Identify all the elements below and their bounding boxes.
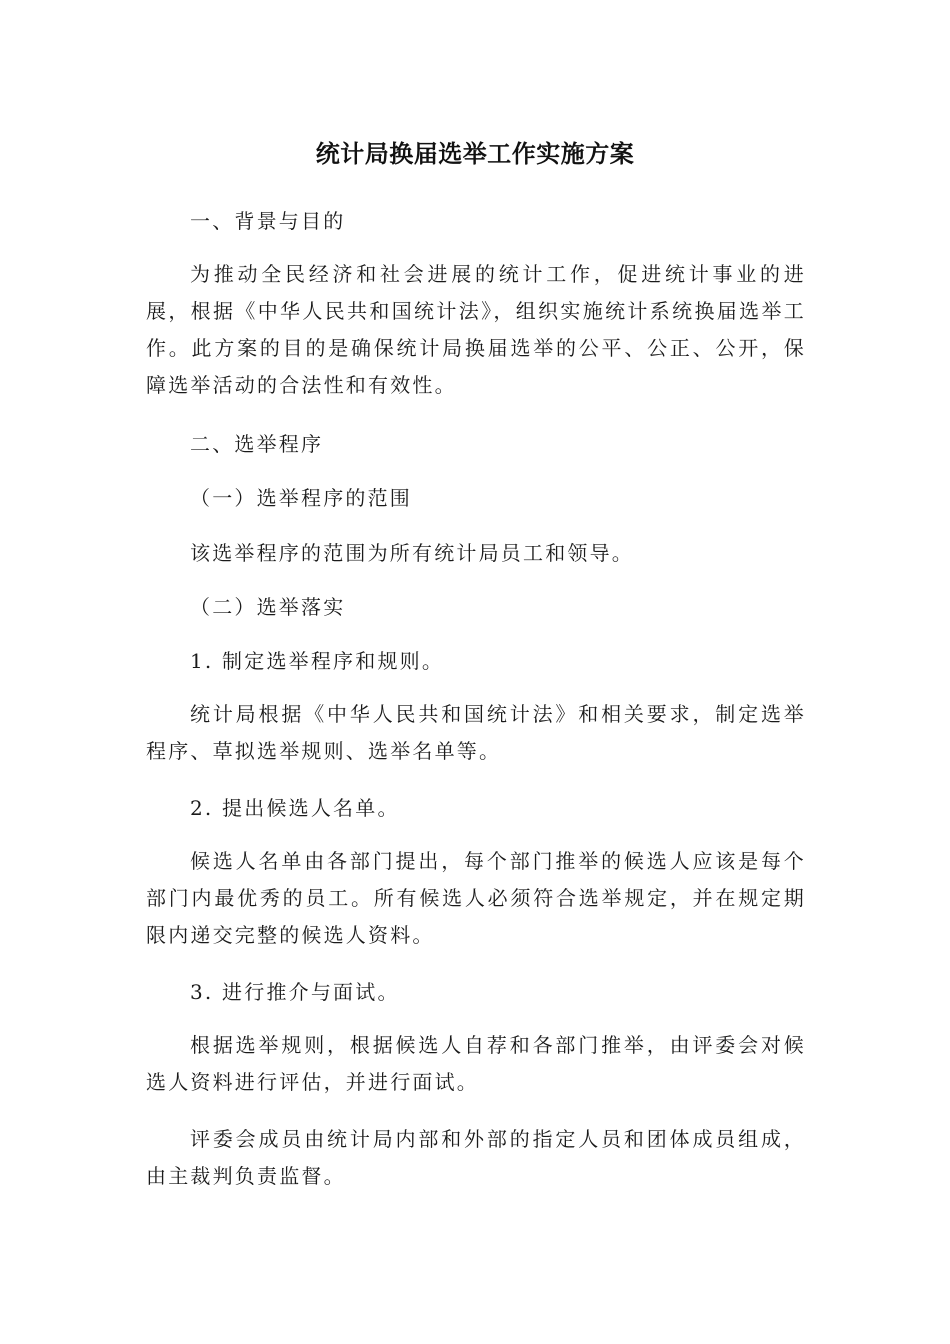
item-heading-rules: 1. 制定选举程序和规则。 xyxy=(190,649,445,673)
section-heading-election-procedure: 二、选举程序 xyxy=(190,432,324,456)
subsection-heading-implementation: （二）选举落实 xyxy=(190,595,346,619)
paragraph-background-purpose: 为推动全民经济和社会进展的统计工作，促进统计事业的进展，根据《中华人民共和国统计法》，组织实施统计系统换届选举工作。此方案的目的是确保统计局换届选举的公平、公正、公开，保障选举活动的合法性和有效性。 xyxy=(146,262,806,397)
document-title: 统计局换届选举工作实施方案 xyxy=(315,140,635,168)
paragraph-scope: 该选举程序的范围为所有统计局员工和领导。 xyxy=(190,541,634,565)
section-heading-background: 一、背景与目的 xyxy=(190,209,346,233)
subsection-heading-scope: （一）选举程序的范围 xyxy=(190,486,412,510)
paragraph-interview: 根据选举规则，根据候选人自荐和各部门推举，由评委会对候选人资料进行评估，并进行面试。 xyxy=(146,1033,806,1094)
paragraph-candidates: 候选人名单由各部门提出，每个部门推举的候选人应该是每个部门内最优秀的员工。所有候选人必须符合选举规定，并在规定期限内递交完整的候选人资料。 xyxy=(146,849,806,947)
paragraph-committee: 评委会成员由统计局内部和外部的指定人员和团体成员组成，由主裁判负责监督。 xyxy=(146,1127,806,1188)
item-heading-interview: 3. 进行推介与面试。 xyxy=(190,980,400,1004)
paragraph-rules: 统计局根据《中华人民共和国统计法》和相关要求，制定选举程序、草拟选举规则、选举名单等。 xyxy=(146,702,806,763)
item-heading-candidates: 2. 提出候选人名单。 xyxy=(190,796,400,820)
